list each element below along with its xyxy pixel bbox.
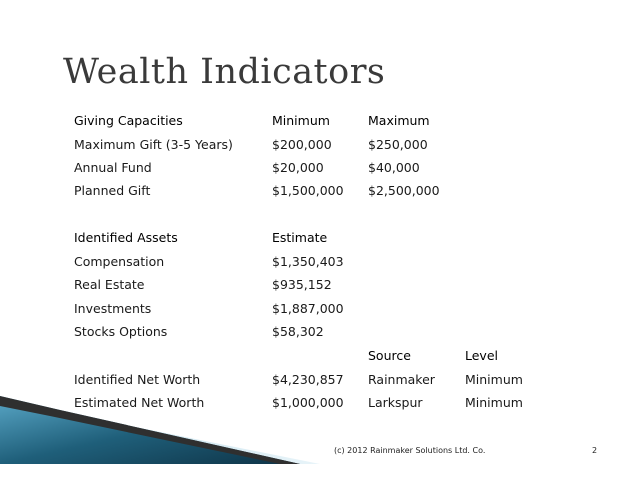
table-cell: Minimum [465,372,523,387]
table-cell: $4,230,857 [272,372,344,387]
table-cell: Investments [74,301,152,316]
table-cell: $200,000 [272,137,332,152]
footer-copyright: (c) 2012 Rainmaker Solutions Ltd. Co. [334,446,486,455]
table-cell: $2,500,000 [368,183,440,198]
table-cell: Larkspur [368,395,423,410]
table-cell: $1,887,000 [272,301,344,316]
table-cell: $58,302 [272,324,324,339]
header-maximum: Maximum [368,113,430,128]
header-giving-capacities: Giving Capacities [74,113,183,128]
decorative-swoosh [0,380,330,470]
table-cell: Maximum Gift (3-5 Years) [74,137,233,152]
table-cell: Real Estate [74,277,145,292]
table-cell: $1,350,403 [272,254,344,269]
table-cell: Annual Fund [74,160,152,175]
table-cell: Stocks Options [74,324,168,339]
table-cell: Estimated Net Worth [74,395,205,410]
table-cell: $1,000,000 [272,395,344,410]
table-cell: $40,000 [368,160,420,175]
header-estimate: Estimate [272,230,328,245]
table-cell: $20,000 [272,160,324,175]
table-cell: Rainmaker [368,372,435,387]
table-cell: $250,000 [368,137,428,152]
header-identified-assets: Identified Assets [74,230,178,245]
table-cell: Compensation [74,254,165,269]
table-cell: $935,152 [272,277,332,292]
header-level: Level [465,348,498,363]
table-cell: Identified Net Worth [74,372,201,387]
table-cell: Planned Gift [74,183,151,198]
table-cell: Minimum [465,395,523,410]
page-number: 2 [592,446,598,455]
slide-title: Wealth Indicators [63,52,386,92]
header-minimum: Minimum [272,113,330,128]
header-source: Source [368,348,411,363]
table-cell: $1,500,000 [272,183,344,198]
